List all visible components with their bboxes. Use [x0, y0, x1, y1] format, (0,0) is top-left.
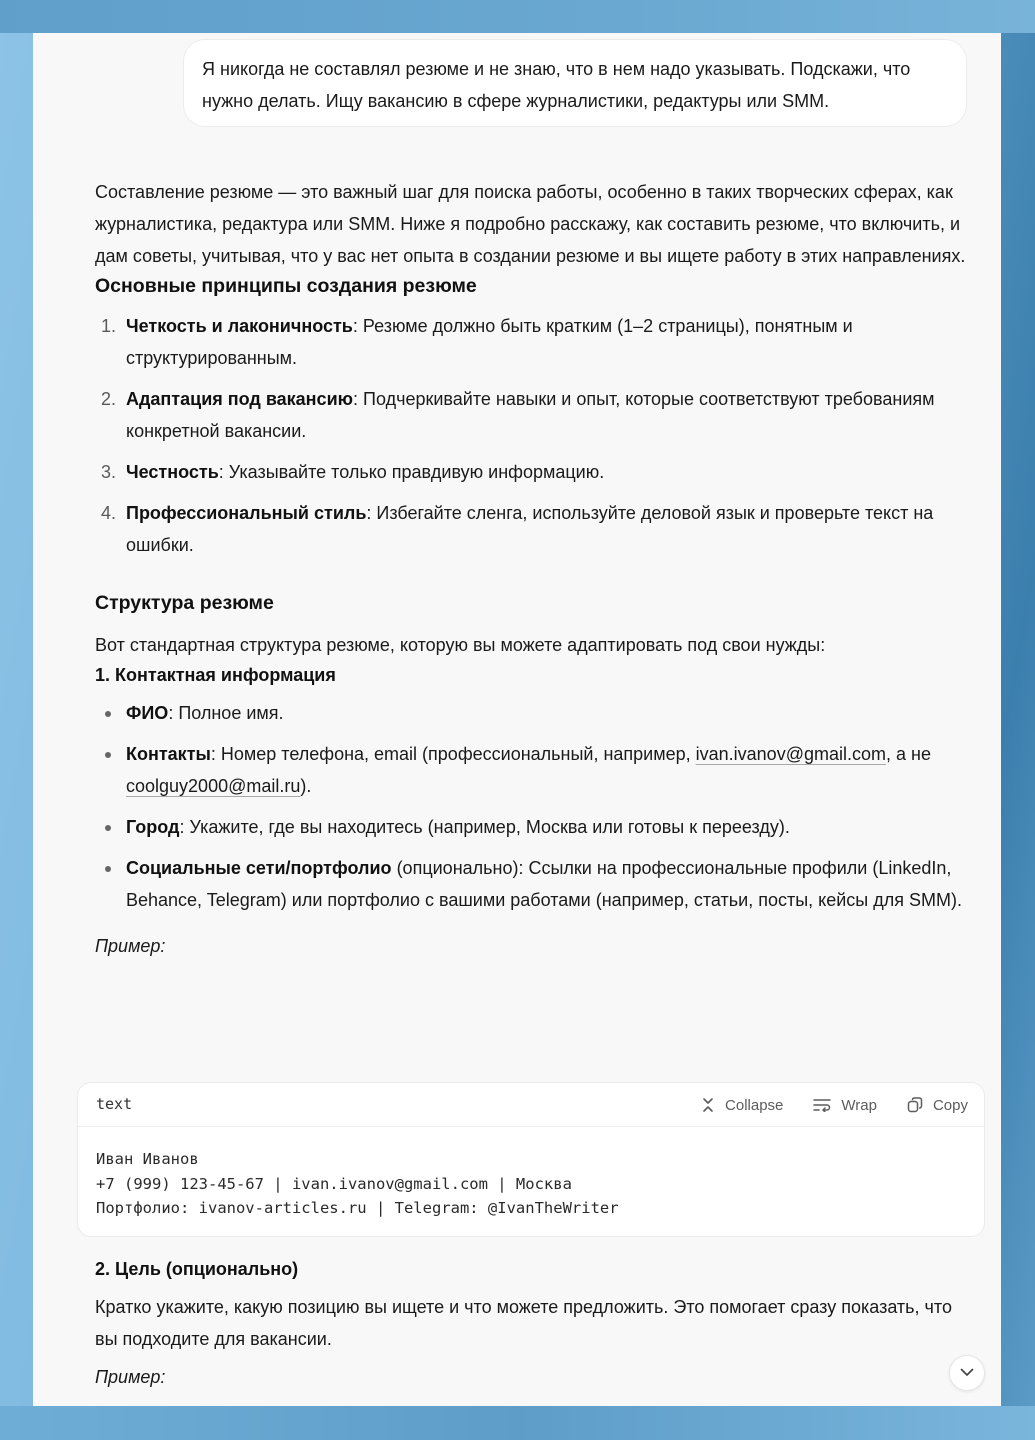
contact-item-text: : Укажите, где вы находитесь (например, Москва или готовы к переезду).: [179, 817, 790, 837]
contact-item-text: : Полное имя.: [168, 703, 284, 723]
chevron-down-icon: [960, 1364, 974, 1382]
bullet-icon: [105, 711, 111, 717]
principle-text: : Подчеркивайте навыки и опыт, которые соответствуют требованиям конкретной вакансии.: [126, 389, 935, 441]
section-number: 1.: [95, 665, 111, 685]
contact-item-text: (опционально): Ссылки на профессиональные профили (LinkedIn, Behance, Telegram) или портфолио с вашими работами (например, статьи, посты, кейсы для SMM).: [126, 858, 962, 910]
example-label: Пример:: [95, 936, 166, 956]
copy-icon: [907, 1097, 923, 1113]
principles-list: [95, 310, 975, 561]
background-top: [0, 0, 1035, 33]
section-title: Контактная информация: [115, 665, 336, 685]
list-number: 4.: [101, 503, 117, 523]
code-language-label: text: [96, 1095, 133, 1113]
principle-item: [95, 383, 975, 447]
structure-heading: Структура резюме: [95, 592, 274, 614]
principle-text: : Резюме должно быть кратким (1–2 страницы), понятным и структурированным.: [126, 316, 853, 368]
contact-item: [95, 697, 975, 729]
principle-text: : Избегайте сленга, используйте деловой язык и проверьте текст на ошибки.: [126, 503, 934, 555]
principles-heading: Основные принципы создания резюме: [95, 275, 477, 297]
chat-panel: [33, 33, 1001, 1406]
copy-button[interactable]: [907, 1097, 968, 1114]
background-bottom: [0, 1406, 1035, 1440]
bullet-icon: [105, 752, 111, 758]
list-number: 2.: [101, 389, 117, 409]
code-content: [78, 1127, 984, 1221]
principle-item: [95, 310, 975, 374]
contact-item: [95, 852, 975, 916]
assistant-response: [95, 176, 975, 962]
contact-item-text: : Номер телефона, email (профессиональный, например,: [210, 744, 696, 764]
example-label: Пример:: [95, 1367, 166, 1387]
list-number: 3.: [101, 462, 117, 482]
code-line: Иван Иванов: [96, 1150, 199, 1168]
contact-item-title: Социальные сети/портфолио: [126, 858, 392, 878]
code-line: +7 (999) 123-45-67 | ivan.ivanov@gmail.com | Москва: [96, 1174, 572, 1193]
collapse-label: Collapse: [725, 1096, 784, 1114]
principle-title: Адаптация под вакансию: [126, 389, 354, 409]
wrap-icon: [813, 1098, 831, 1112]
bullet-icon: [105, 825, 111, 831]
principle-item: [95, 456, 975, 488]
user-message-text: Я никогда не составлял резюме и не знаю, что в нем надо указывать. Подскажи, что нужно делать. Ищу вакансию в сфере журналистики, редактуры или SMM.: [202, 59, 911, 111]
email-link-bad[interactable]: coolguy2000@mail.ru: [126, 776, 301, 796]
goal-section-heading: [95, 1255, 975, 1283]
code-block: [77, 1082, 985, 1237]
contact-item-text: ).: [300, 776, 312, 796]
copy-label: Copy: [932, 1096, 968, 1114]
contact-list: [95, 697, 975, 916]
contact-item-title: ФИО: [126, 703, 169, 723]
contact-item-title: Контакты: [126, 744, 211, 764]
scroll-to-bottom-button[interactable]: [949, 1355, 985, 1391]
principle-text: : Указывайте только правдивую информацию.: [218, 462, 605, 482]
contact-section-heading: [95, 661, 975, 689]
email-link-good[interactable]: ivan.ivanov@gmail.com: [695, 744, 886, 764]
section-number: 2.: [95, 1259, 111, 1279]
contact-item: [95, 738, 975, 802]
section-title: Цель (опционально): [115, 1259, 299, 1279]
structure-description: Вот стандартная структура резюме, которую вы можете адаптировать под свои нужды:: [95, 635, 826, 655]
contact-item: [95, 811, 975, 843]
principle-title: Честность: [126, 462, 219, 482]
intro-paragraph: Составление резюме — это важный шаг для поиска работы, особенно в таких творческих сферах, как журналистика, редактура или SMM. Ниже я подробно расскажу, как составить резюме, что включить, и дам советы, учитывая, что у вас нет опыта в создании резюме и вы ищете работу в этих направлениях.: [95, 182, 966, 266]
wrap-label: Wrap: [841, 1096, 877, 1114]
goal-section: [95, 1255, 975, 1393]
collapse-icon: [701, 1097, 715, 1113]
principle-title: Профессиональный стиль: [126, 503, 367, 523]
principle-item: [95, 497, 975, 561]
code-toolbar: [701, 1083, 968, 1127]
bullet-icon: [105, 866, 111, 872]
goal-description: Кратко укажите, какую позицию вы ищете и что можете предложить. Это помогает сразу показать, что вы подходите для вакансии.: [95, 1297, 952, 1349]
code-line: Портфолио: ivanov-articles.ru | Telegram: @IvanTheWriter: [96, 1199, 619, 1217]
contact-item-title: Город: [126, 817, 180, 837]
list-number: 1.: [101, 316, 117, 336]
wrap-button[interactable]: [813, 1097, 877, 1114]
code-block-header: [78, 1083, 984, 1127]
collapse-button[interactable]: [701, 1097, 783, 1114]
principle-title: Четкость и лаконичность: [126, 316, 353, 336]
contact-item-text: , а не: [886, 744, 931, 764]
user-message-bubble: [183, 39, 967, 127]
